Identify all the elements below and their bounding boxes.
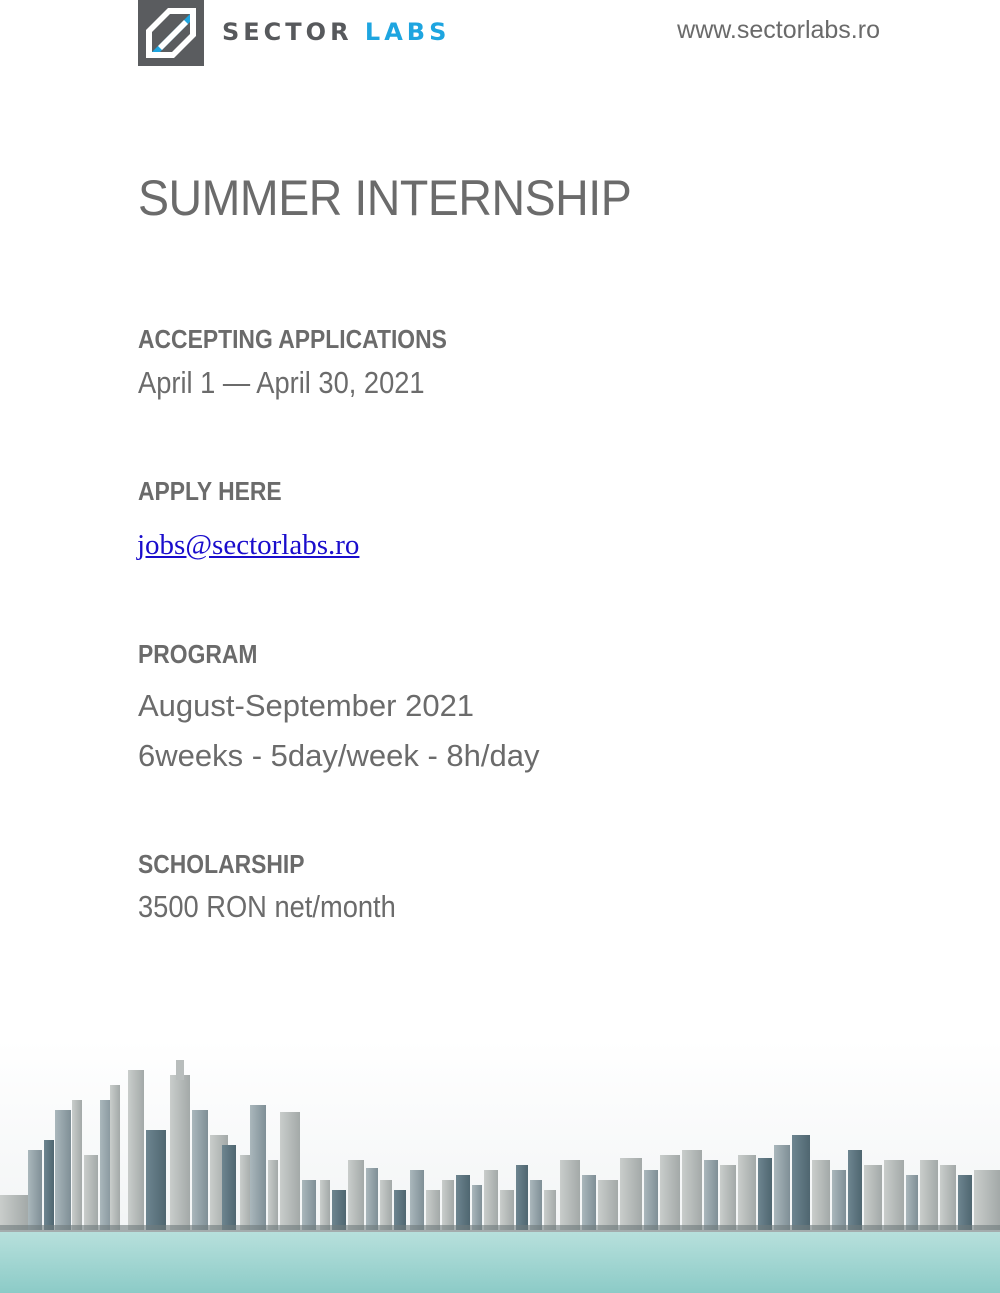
scholarship-label: SCHOLARSHIP [138, 849, 305, 879]
page-header [0, 0, 1000, 70]
brand-name-part1: SECTOR [222, 18, 353, 46]
brand-name [222, 17, 450, 47]
brand-name-part2: LABS [364, 18, 451, 46]
program-schedule: 6weeks - 5day/week - 8h/day [138, 738, 540, 773]
city-skyline-image [0, 1040, 1000, 1293]
page-title: SUMMER INTERNSHIP [138, 170, 632, 226]
program-label: PROGRAM [138, 639, 258, 669]
program-period: August-September 2021 [138, 688, 475, 723]
sector-labs-logo-icon [138, 0, 204, 66]
scholarship-amount: 3500 RON net/month [138, 889, 396, 924]
apply-email-link[interactable]: jobs@sectorlabs.ro [137, 529, 360, 561]
applications-dates: April 1 — April 30, 2021 [138, 365, 425, 400]
applications-label: ACCEPTING APPLICATIONS [138, 324, 447, 354]
apply-label: APPLY HERE [138, 476, 282, 506]
website-url[interactable]: www.sectorlabs.ro [677, 16, 880, 44]
